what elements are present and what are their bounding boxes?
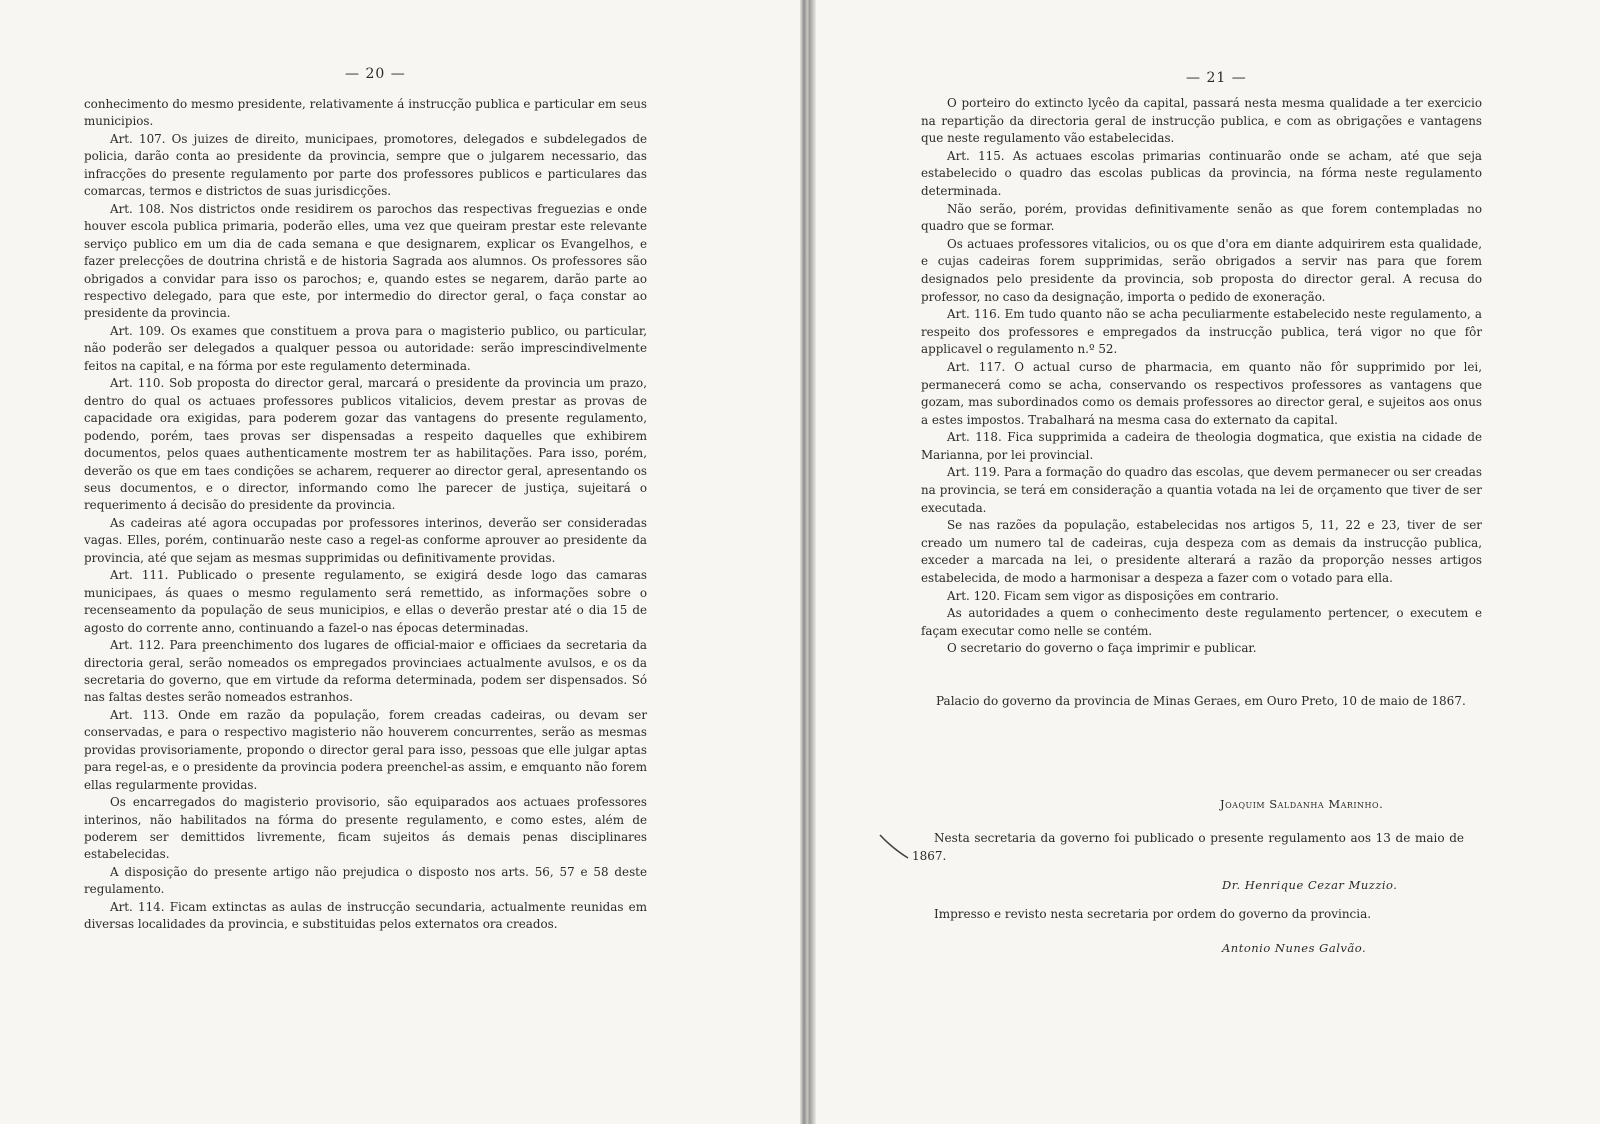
- paragraph: Os encarregados do magisterio provisorio, são equiparados aos actuaes professores interinos, não habilitados na fórma do presente regulamento, e como estes, além de poderem ser demittidos livremente, ficam sujeitos ás demais penas disciplinares estabelecidas.: [84, 795, 647, 862]
- paragraph: O porteiro do extincto lycêo da capital, passará nesta mesma qualidade a ter exercicio na repartição da directoria geral de instrucção publica, e com as obrigações e vantagens que neste regulamento vão estabelecidas.: [921, 96, 1482, 146]
- paragraph: Os actuaes professores vitalicios, ou os que d'ora em diante adquirirem esta qualidade, e cujas cadeiras forem supprimidas, serão obrigados a servir nas para que forem designados pelo presidente da provincia, sob proposta do director geral. A recusa do professor, no caso da designação, importa o pedido de exoneração.: [921, 236, 1482, 304]
- paragraph: Não serão, porém, providas definitivamente senão as que forem contempladas no quadro que se formar.: [921, 201, 1482, 234]
- signature-secretary: Dr. Henrique Cezar Muzzio.: [1222, 878, 1398, 892]
- paragraph: Art. 109. Os exames que constituem a prova para o magisterio publico, ou particular, não poderão ser delegados a qualquer pessoa ou autoridade: serão imprescindivelmente feitos na capital, e na fórma por este regulamento determinada.: [84, 323, 647, 373]
- printing-note: Impresso e revisto nesta secretaria por ordem do governo da provincia.: [934, 907, 1372, 921]
- paragraph: A disposição do presente artigo não prejudica o disposto nos arts. 56, 57 e 58 deste regulamento.: [84, 864, 647, 897]
- paragraph: Art. 120. Ficam sem vigor as disposições em contrario.: [947, 588, 1279, 603]
- paragraph: Art. 108. Nos districtos onde residirem os parochos das respectivas freguezias e onde houver escola publica primaria, poderão elles, uma vez que queiram prestar este relevante serviço publico em um dia de cada semana e que designarem, explicar os Evangelhos, e fazer prelecções de doutrina christã e de historia Sagrada aos alumnos. Os professores são obrigados a convidar para isso os parochos; e, quando estes se negarem, darão parte ao respectivo delegado, para que este, por intermedio do director geral, o faça constar ao presidente da provincia.: [84, 201, 647, 321]
- paragraph: As cadeiras até agora occupadas por professores interinos, deverão ser consideradas vagas. Elles, porém, continuarão neste caso a regel-as conforme aprouver ao presidente da provincia, até que sejam as mesmas supprimidas ou definitivamente providas.: [84, 515, 647, 565]
- paragraph: Art. 113. Onde em razão da população, forem creadas cadeiras, ou devam ser conservadas, e para o respectivo magisterio não houverem concurrentes, serão as mesmas providas provisoriamente, propondo o director geral para isso, pessoas que elle julgar aptas para regel-as, e o presidente da provincia podera preenchel-as assim, e emquanto não forem ellas regularmente providas.: [84, 707, 647, 792]
- paragraph: Art. 117. O actual curso de pharmacia, em quanto não fôr supprimido por lei, permanecerá como se acha, conservando os respectivos professores as vantagens que gozam, mas subordinados como os demais professores ao director geral, e sujeitos aos onus a estes impostos. Trabalhará na mesma casa do externato da capital.: [921, 359, 1482, 427]
- paragraph: Art. 111. Publicado o presente regulamento, se exigirá desde logo das camaras municipaes, ás quaes o mesmo regulamento será remettido, as informações sobre o recenseamento da população de seus municipios, e ellas o deverão prestar até o dia 15 de agosto do corrente anno, continuando a fazel-o nas épocas determinadas.: [84, 568, 647, 635]
- paragraph: Art. 114. Ficam extinctas as aulas de instrucção secundaria, actualmente reunidas em diversas localidades da provincia, e substituidas pelos externatos ora creados.: [84, 899, 647, 932]
- hand-mark-icon: [878, 832, 912, 862]
- right-page: [806, 0, 1600, 1124]
- paragraph: Art. 107. Os juizes de direito, municipaes, promotores, delegados e subdelegados de policia, darão conta ao presidente da provincia, sempre que o julgarem necessario, das infracções do presente regulamento por parte dos professores publicos e particulares das comarcas, termos e districtos de suas jurisdicções.: [84, 131, 647, 199]
- dateline: Palacio do governo da provincia de Minas Geraes, em Ouro Preto, 10 de maio de 1867.: [936, 694, 1466, 708]
- publication-text: Nesta secretaria da governo foi publicado o presente regulamento aos 13 de maio de 1867.: [912, 831, 1464, 863]
- paragraph: conhecimento do mesmo presidente, relativamente á instrucção publica e particular em seus municipios.: [84, 97, 647, 129]
- paragraph: As autoridades a quem o conhecimento deste regulamento pertencer, o executem e façam executar como nelle se contém.: [921, 606, 1482, 638]
- page-body: [921, 95, 1482, 658]
- paragraph: O secretario do governo o faça imprimir e publicar.: [947, 641, 1257, 656]
- signature-governor: Joaquim Saldanha Marinho.: [1220, 797, 1384, 811]
- paragraph: Art. 110. Sob proposta do director geral, marcará o presidente da provincia um prazo, dentro do qual os actuaes professores publicos vitalicios, devem prestar as provas de capacidade ora exigidas, para poderem gozar das vantagens do presente regulamento, podendo, porém, taes provas ser dispensadas a respeito daquelles que exhibirem documentos, pelos quaes authenticamente mostrem ter as habilitações. Para isso, porém, deverão os que em taes condições se acharem, requerer ao director geral, apresentando os seus documentos, e o director, informando como lhe parecer de justiça, sujeitará o requerimento á decisão do presidente da provincia.: [84, 376, 647, 513]
- paragraph: Art. 118. Fica supprimida a cadeira de theologia dogmatica, que existia na cidade de Marianna, por lei provincial.: [921, 430, 1482, 462]
- paragraph: Art. 112. Para preenchimento dos lugares de official-maior e officiaes da secretaria da directoria geral, serão nomeados os empregados provinciaes actualmente avulsos, e os da secretaria do governo, que em virtude da reforma determinada, podem ser dispensados. Só nas faltas destes serão nomeados estranhos.: [84, 638, 647, 705]
- page-body: [84, 96, 647, 934]
- paragraph: Art. 115. As actuaes escolas primarias continuarão onde se acham, até que seja estabelecido o quadro das escolas publicas da provincia, na fórma neste regulamento determinada.: [921, 148, 1482, 198]
- page-number: — 21 —: [1186, 70, 1247, 86]
- paragraph: Art. 119. Para a formação do quadro das escolas, que devem permanecer ou ser creadas na provincia, se terá em consideração a quantia votada na lei de orçamento que tiver de ser executada.: [921, 465, 1482, 515]
- signature-printer: Antonio Nunes Galvão.: [1222, 941, 1367, 955]
- publication-note: [912, 829, 1464, 865]
- paragraph: Se nas razões da população, estabelecidas nos artigos 5, 11, 22 e 23, tiver de ser creado um numero tal de cadeiras, cuja despeza com as demais da instrucção publica, exceder a marcada na lei, o presidente alterará a razão da proporção nesses artigos estabelecida, de modo a harmonisar a despeza a fazer com o votado para ella.: [921, 518, 1482, 586]
- paragraph: Art. 116. Em tudo quanto não se acha peculiarmente estabelecido neste regulamento, a respeito dos professores e empregados da instrucção publica, terá vigor no que fôr applicavel o regulamento n.º 52.: [921, 307, 1482, 357]
- page-number: — 20 —: [345, 66, 406, 82]
